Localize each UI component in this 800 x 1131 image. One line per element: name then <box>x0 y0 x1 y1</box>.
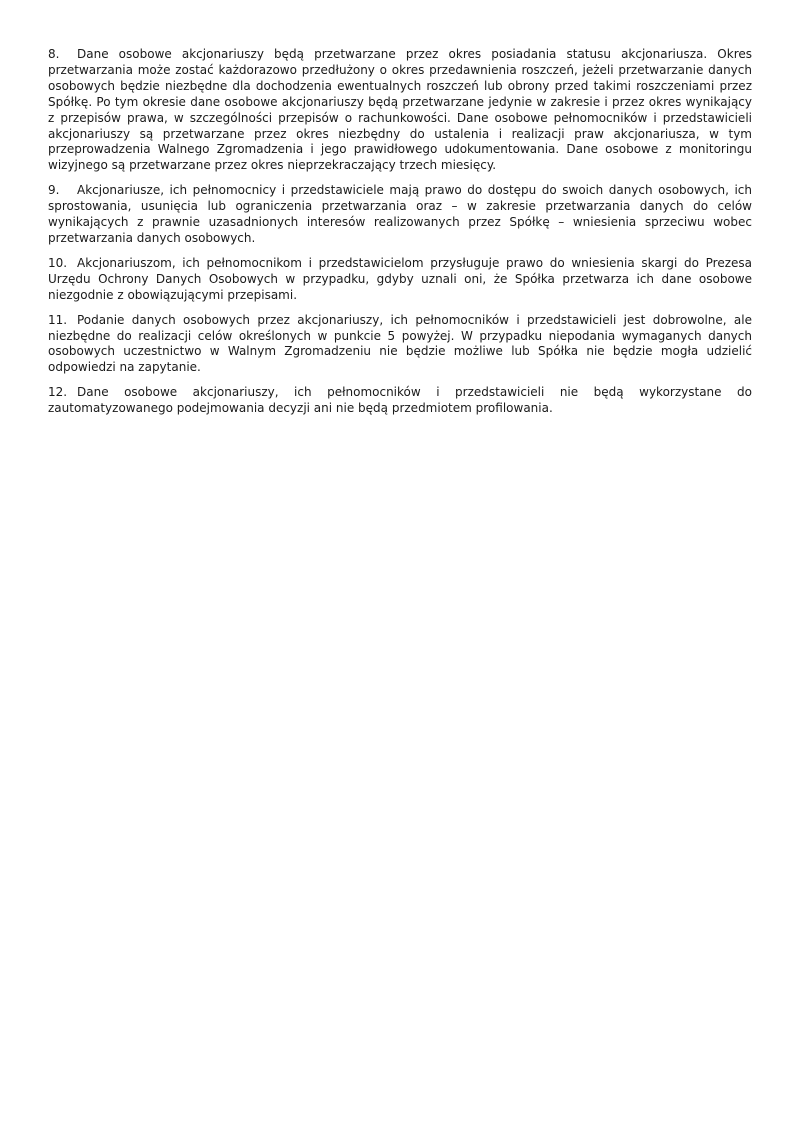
paragraph-number: 12. <box>48 385 68 400</box>
paragraph-number: 8. <box>48 47 60 61</box>
paragraph-text: Dane osobowe akcjonariuszy będą przetwarzane przez okres posiadania statusu akcjonariusza. Okres przetwarzania może zostać każdorazowo przedłużony o okres przedawnienia roszczeń, jeżeli przetwarzanie danych osobowych będzie niezbędne dla dochodzenia ewentualnych roszczeń lub obrony przed takimi roszczeniami przez Spółkę. Po tym okresie dane osobowe akcjonariuszy będą przetwarzane jedynie w zakresie i przez okres wynikający z przepisów prawa, w szczególności przepisów o rachunkowości. Dane osobowe pełnomocników i przedstawicieli akcjonariuszy są przetwarzane przez okres niezbędny do ustalenia i realizacji praw akcjonariusza, w tym przeprowadzenia Walnego Zgromadzenia i jego prawidłowego udokumentowania. Dane osobowe z monitoringu wizyjnego są przetwarzane przez okres nieprzekraczający trzech miesięcy. <box>48 47 752 173</box>
paragraph-number: 11. <box>48 312 68 327</box>
paragraph-11 <box>48 313 752 377</box>
paragraph-12 <box>48 385 752 417</box>
paragraph-9 <box>48 183 752 247</box>
paragraph-number: 10. <box>48 255 68 270</box>
paragraph-8 <box>48 47 752 174</box>
paragraph-10 <box>48 256 752 304</box>
paragraph-number: 9. <box>48 183 60 198</box>
paragraph-text: Akcjonariusze, ich pełnomocnicy i przedstawiciele mają prawo do dostępu do swoich danych osobowych, ich sprostowania, usunięcia lub ograniczenia przetwarzania oraz – w zakresie przetwarzania danych do celów wynikających z prawnie uzasadnionych interesów realizowanych przez Spółkę – wniesienia sprzeciwu wobec przetwarzania danych osobowych. <box>48 183 752 245</box>
paragraph-text: Podanie danych osobowych przez akcjonariuszy, ich pełnomocników i przedstawicieli jest dobrowolne, ale niezbędne do realizacji celów określonych w punkcie 5 powyżej. W przypadku niepodania wymaganych danych osobowych uczestnictwo w Walnym Zgromadzeniu nie będzie możliwe lub Spółka nie będzie mogła udzielić odpowiedzi na zapytanie. <box>48 312 752 375</box>
paragraph-text: Akcjonariuszom, ich pełnomocnikom i przedstawicielom przysługuje prawo do wniesienia skargi do Prezesa Urzędu Ochrony Danych Osobowych w przypadku, gdyby uznali oni, że Spółka przetwarza ich dane osobowe niezgodnie z obowiązującymi przepisami. <box>48 255 752 302</box>
document-page <box>48 47 752 426</box>
paragraph-text: Dane osobowe akcjonariuszy, ich pełnomocników i przedstawicieli nie będą wykorzystane do zautomatyzowanego podejmowania decyzji ani nie będą przedmiotem profilowania. <box>48 385 752 416</box>
